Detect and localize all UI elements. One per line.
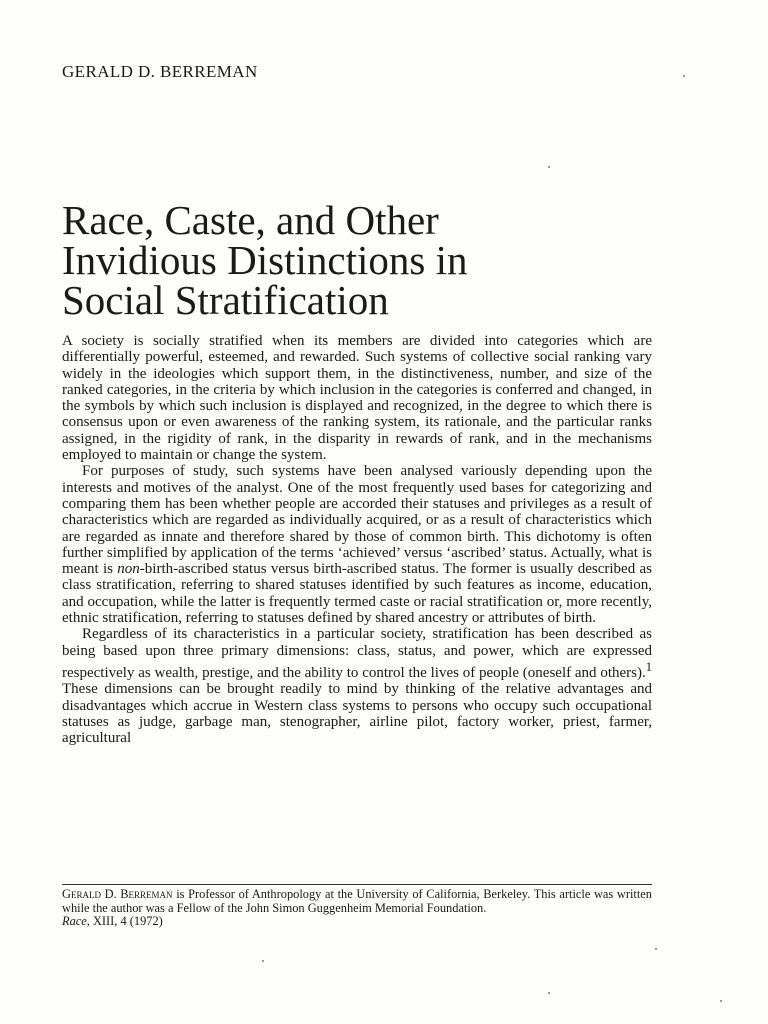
paragraph-3 [62, 626, 652, 746]
paragraph-2-part-2: -birth-ascribed status versus birth-ascribed status. The former is usually described as class stratification, referring to shared statuses identified by such features as income, education, and occupation, while the latter is frequently termed caste or racial stratification or, more recently, ethnic stratification, referring to statuses defined by shared ancestry or attributes of birth. [62, 561, 653, 627]
scan-speck [720, 1000, 722, 1002]
author-note [62, 888, 652, 915]
scan-speck [655, 948, 657, 950]
title-line-2: Invidious Distinctions in [62, 237, 468, 283]
paragraph-3-part-1: Regardless of its characteristics in a particular society, stratification has been described as being based upon three primary dimensions: class, status, and power, which are expressed respectively as wealth, prestige, and the ability to control the lives of people (oneself and others). [62, 626, 652, 681]
footnote-divider [62, 884, 652, 885]
paragraph-3-part-2: These dimensions can be brought readily to mind by thinking of the relative advantages and disadvantages which accrue in Western class systems to persons who occupy such occupational statuses as judge, garbage man, stenographer, airline pilot, factory worker, priest, farmer, agricultural [62, 681, 652, 747]
scan-speck [548, 992, 550, 994]
running-head: GERALD D. BERREMAN [62, 62, 258, 81]
author-description: is Professor of Anthropology at the University of California, Berkeley. This article was written while the author was a Fellow of the John Simon Guggenheim Memorial Foundation. [62, 887, 652, 915]
scan-speck [683, 75, 685, 77]
scan-speck [548, 166, 550, 168]
author-footnote [62, 888, 652, 929]
paragraph-2 [62, 463, 652, 626]
volume-issue: , XIII, 4 (1972) [86, 914, 163, 928]
author-name: Gerald D. Berreman [62, 887, 173, 901]
article-body [62, 333, 652, 746]
paragraph-2-part-1: For purposes of study, such systems have been analysed variously depending upon the interests and motives of the analyst. One of the most frequently used bases for categorizing and comparing them has been whether people are accorded their statuses and privileges as a result of characteristics which are regarded as individually acquired, or as a result of characteristics which are regarded as innate and therefore shared by those of common birth. This dichotomy is often further simplified by application of the terms ‘achieved’ versus ‘ascribed’ status. Actually, what is meant is [62, 463, 652, 578]
title-line-3: Social Stratification [62, 277, 389, 323]
scan-speck [262, 960, 264, 962]
title-line-1: Race, Caste, and Other [62, 197, 439, 243]
paragraph-1: A society is socially stratified when its members are divided into categories which are differentially powerful, esteemed, and rewarded. Such systems of collective social ranking vary widely in the ideologies which support them, in the distinctiveness, number, and size of the ranked categories, in the criteria by which inclusion in the categories is conferred and changed, in the symbols by which such inclusion is displayed and recognized, in the degree to which there is consensus upon or even awareness of the ranking system, its rationale, and the particular ranks assigned, in the rigidity of rank, in the disparity in rewards of rank, and in the mechanisms employed to maintain or change the system. [62, 333, 652, 464]
footnote-marker: 1 [645, 659, 652, 674]
paragraph-2-emphasis: non [117, 561, 140, 578]
journal-name: Race [62, 914, 87, 928]
journal-citation [62, 915, 652, 929]
article-title [62, 197, 682, 323]
